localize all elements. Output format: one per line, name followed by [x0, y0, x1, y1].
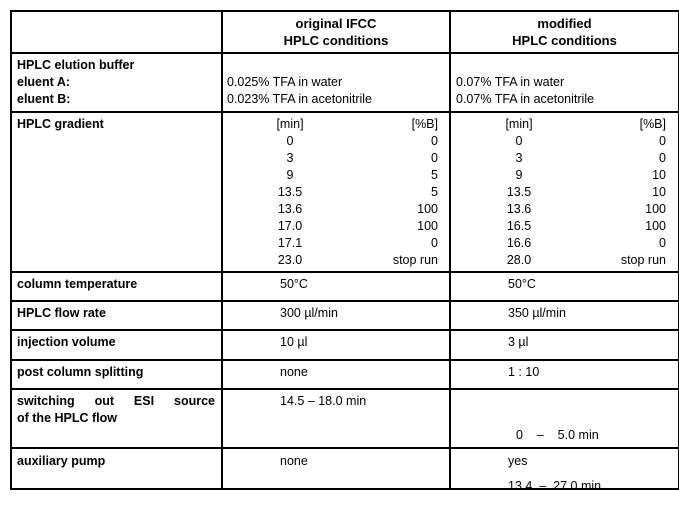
header-modified — [451, 15, 678, 49]
switching-modified-line2: 13.4 – 27.0 min — [508, 479, 602, 493]
row-divider — [10, 10, 679, 12]
gradient-cell: 16.5 — [506, 219, 532, 233]
gradient-cell: 9 — [515, 168, 523, 182]
gradient-cell: 100 — [417, 202, 438, 216]
auxiliary-pump-modified: yes — [508, 454, 528, 468]
header-original-line2: HPLC conditions — [283, 33, 389, 48]
auxiliary-pump-label: auxiliary pump — [17, 454, 106, 468]
gradient-cell: 10 — [652, 185, 666, 199]
gradient-modified-min — [494, 116, 544, 269]
splitting-modified: 1 : 10 — [508, 365, 540, 379]
gradient-cell: 23.0 — [277, 253, 303, 267]
splitting-original: none — [280, 365, 308, 379]
row-divider — [10, 359, 679, 361]
gradient-cell: 0 — [659, 236, 666, 250]
gradient-cell: 13.6 — [277, 202, 303, 216]
gradient-cell: 0 — [286, 134, 294, 148]
gradient-cell: [min] — [505, 117, 533, 131]
gradient-cell: 0 — [431, 134, 438, 148]
eluent-b-label: eluent B: — [17, 92, 71, 106]
gradient-cell: 0 — [431, 151, 438, 165]
gradient-cell: 9 — [286, 168, 294, 182]
temperature-modified: 50°C — [508, 277, 536, 291]
elution-label — [17, 57, 134, 108]
eluent-b-original: 0.023% TFA in acetonitrile — [227, 92, 372, 106]
gradient-cell: 16.6 — [506, 236, 532, 250]
eluent-a-label: eluent A: — [17, 75, 71, 89]
auxiliary-pump-original: none — [280, 454, 308, 468]
temperature-original: 50°C — [280, 277, 308, 291]
gradient-cell: 17.0 — [277, 219, 303, 233]
header-original-line1: original IFCC — [295, 16, 377, 31]
gradient-cell: 5 — [431, 168, 438, 182]
gradient-cell: [%B] — [639, 117, 666, 131]
column-divider — [449, 10, 451, 490]
gradient-original-min — [265, 116, 315, 269]
row-divider — [10, 271, 679, 273]
gradient-cell: 13.5 — [277, 185, 303, 199]
gradient-cell: 13.6 — [506, 202, 532, 216]
gradient-cell: 3 — [515, 151, 523, 165]
gradient-cell: 100 — [645, 219, 666, 233]
gradient-cell: 0 — [515, 134, 523, 148]
elution-modified — [456, 74, 594, 108]
gradient-cell: 17.1 — [277, 236, 303, 250]
gradient-original-b — [355, 116, 438, 269]
eluent-b-modified: 0.07% TFA in acetonitrile — [456, 92, 595, 106]
switching-label-line1: switching out ESI source — [17, 394, 215, 408]
gradient-cell: 100 — [645, 202, 666, 216]
injection-modified: 3 µl — [508, 335, 529, 349]
gradient-cell: 100 — [417, 219, 438, 233]
header-original — [223, 15, 449, 49]
elution-original — [227, 74, 372, 108]
column-divider — [10, 10, 12, 490]
switching-modified-line1: 0 – 5.0 min — [516, 428, 599, 442]
gradient-cell: [min] — [276, 117, 304, 131]
gradient-cell: 10 — [652, 168, 666, 182]
injection-original: 10 µl — [280, 335, 308, 349]
elution-label-line1: HPLC elution buffer — [17, 58, 135, 72]
eluent-a-modified: 0.07% TFA in water — [456, 75, 565, 89]
row-divider — [10, 388, 679, 390]
row-divider — [10, 329, 679, 331]
gradient-cell: 0 — [659, 134, 666, 148]
splitting-label: post column splitting — [17, 365, 144, 379]
gradient-cell: 13.5 — [506, 185, 532, 199]
switching-original: 14.5 – 18.0 min — [280, 394, 367, 408]
flow-rate-label: HPLC flow rate — [17, 306, 106, 320]
row-divider — [10, 111, 679, 113]
gradient-cell: 5 — [431, 185, 438, 199]
temperature-label: column temperature — [17, 277, 138, 291]
switching-label — [17, 393, 215, 427]
gradient-cell: 3 — [286, 151, 294, 165]
gradient-cell: 0 — [431, 236, 438, 250]
gradient-modified-b — [583, 116, 666, 269]
header-modified-line1: modified — [537, 16, 592, 31]
row-divider — [10, 300, 679, 302]
row-divider — [10, 52, 679, 54]
gradient-cell: stop run — [620, 253, 666, 267]
header-modified-line2: HPLC conditions — [512, 33, 617, 48]
gradient-cell: 28.0 — [506, 253, 532, 267]
column-divider — [221, 10, 223, 490]
gradient-label: HPLC gradient — [17, 117, 104, 131]
flow-rate-modified: 350 µl/min — [508, 306, 566, 320]
hplc-conditions-table — [5, 5, 675, 493]
gradient-cell: stop run — [392, 253, 438, 267]
eluent-a-original: 0.025% TFA in water — [227, 75, 343, 89]
injection-label: injection volume — [17, 335, 116, 349]
flow-rate-original: 300 µl/min — [280, 306, 338, 320]
switching-label-line2: of the HPLC flow — [17, 411, 117, 425]
gradient-cell: 0 — [659, 151, 666, 165]
gradient-cell: [%B] — [411, 117, 438, 131]
